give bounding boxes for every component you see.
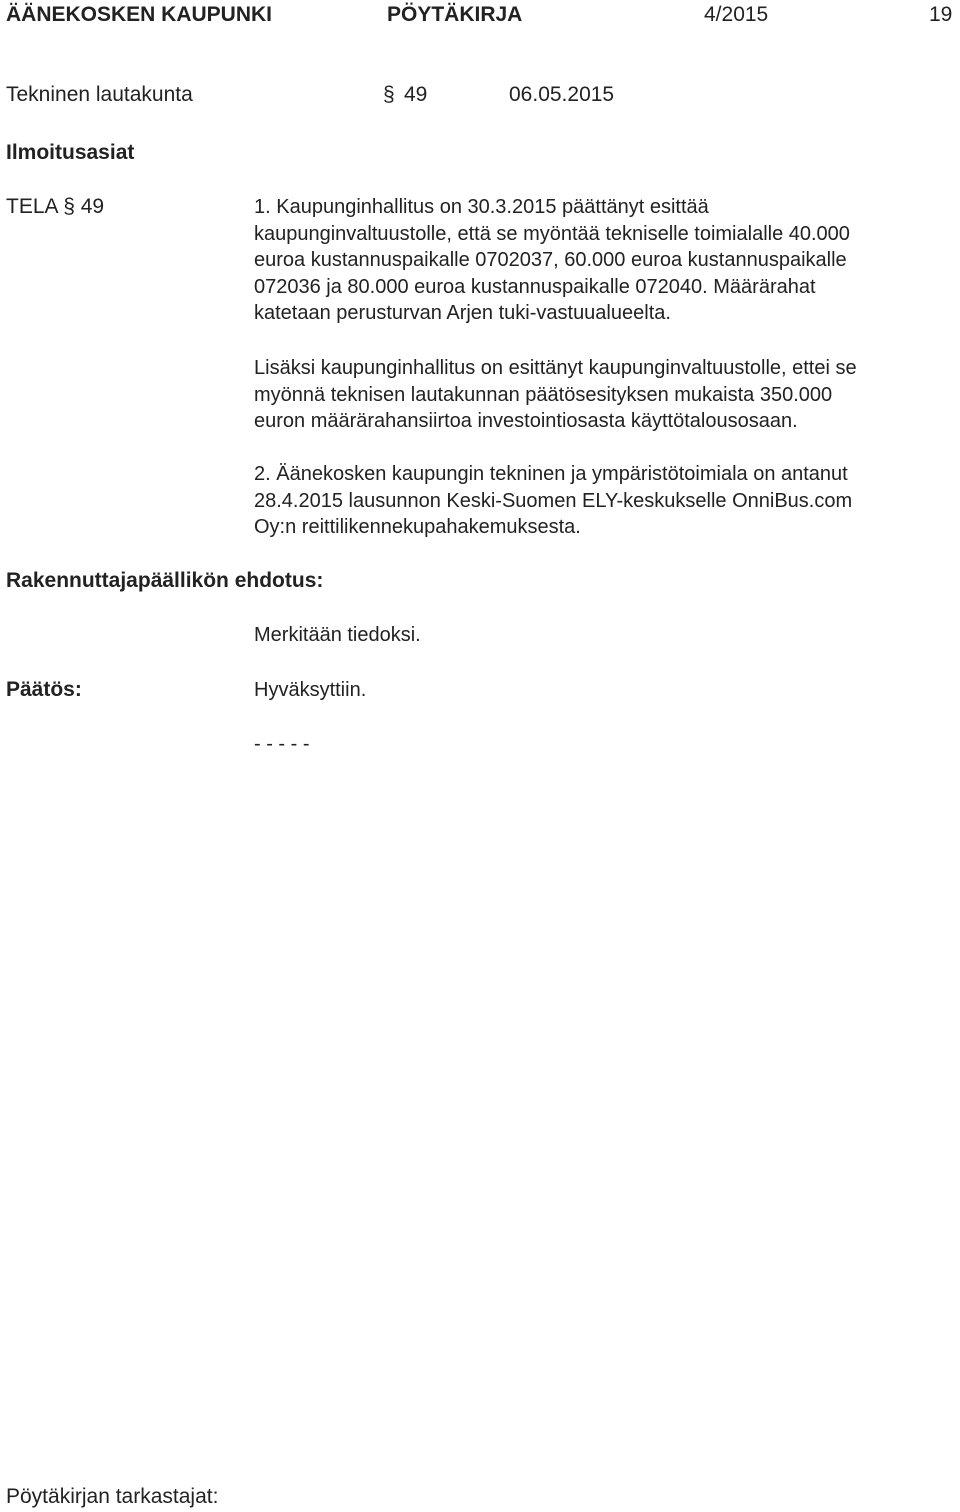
footer-label: Pöytäkirjan tarkastajat: bbox=[6, 1485, 219, 1508]
organization-name: ÄÄNEKOSKEN KAUPUNKI bbox=[6, 3, 273, 26]
reference-code-text: TELA bbox=[6, 195, 58, 218]
document-type: PÖYTÄKIRJA bbox=[387, 3, 523, 26]
reference-symbol: § bbox=[63, 195, 75, 218]
paragraph-1 bbox=[254, 194, 954, 327]
decision-label: Päätös: bbox=[6, 678, 82, 701]
committee-name: Tekninen lautakunta bbox=[6, 83, 193, 106]
reference-number: 49 bbox=[80, 195, 105, 218]
item-title: Ilmoitusasiat bbox=[6, 141, 135, 164]
paragraph-3 bbox=[254, 461, 954, 541]
decision-text: Hyväksyttiin. bbox=[254, 679, 367, 701]
paragraph-2 bbox=[254, 355, 954, 435]
proposal-label: Rakennuttajapäällikön ehdotus: bbox=[6, 569, 324, 592]
proposal-text: Merkitään tiedoksi. bbox=[254, 624, 421, 646]
paragraph-3-text: 2. Äänekosken kaupungin tekninen ja ympäristötoimiala on antanut 28.4.2015 lausunnon Keski-Suomen ELY-keskukselle OnniBus.com Oy:n reittilikennekupahakemuksesta. bbox=[254, 463, 853, 538]
page-number: 19 bbox=[929, 3, 953, 26]
paragraph-1-text: 1. Kaupunginhallitus on 30.3.2015 päättänyt esittää kaupunginvaltuustolle, että se myöntää tekniselle toimialalle 40.000 euroa kustannuspaikalle 0702037, 60.000 euroa kustannuspaikalle 072036 ja 80.000 euroa kustannuspaikalle 072040. Määrärahat katetaan perusturvan Arjen tuki-vastuualueelta. bbox=[254, 196, 850, 324]
section-number: 49 bbox=[404, 83, 428, 106]
paragraph-2-text: Lisäksi kaupunginhallitus on esittänyt kaupunginvaltuustolle, ettei se myönnä teknisen lautakunnan päätösesityksen mukaista 350.000 euron määrärahansiirtoa investointiosasta käyttötalousosaan. bbox=[254, 357, 857, 432]
issue-number: 4/2015 bbox=[704, 3, 769, 26]
section-separator: - - - - - bbox=[254, 733, 310, 755]
meeting-date: 06.05.2015 bbox=[509, 83, 615, 106]
section-symbol: § bbox=[383, 83, 395, 106]
reference-code bbox=[6, 194, 104, 220]
